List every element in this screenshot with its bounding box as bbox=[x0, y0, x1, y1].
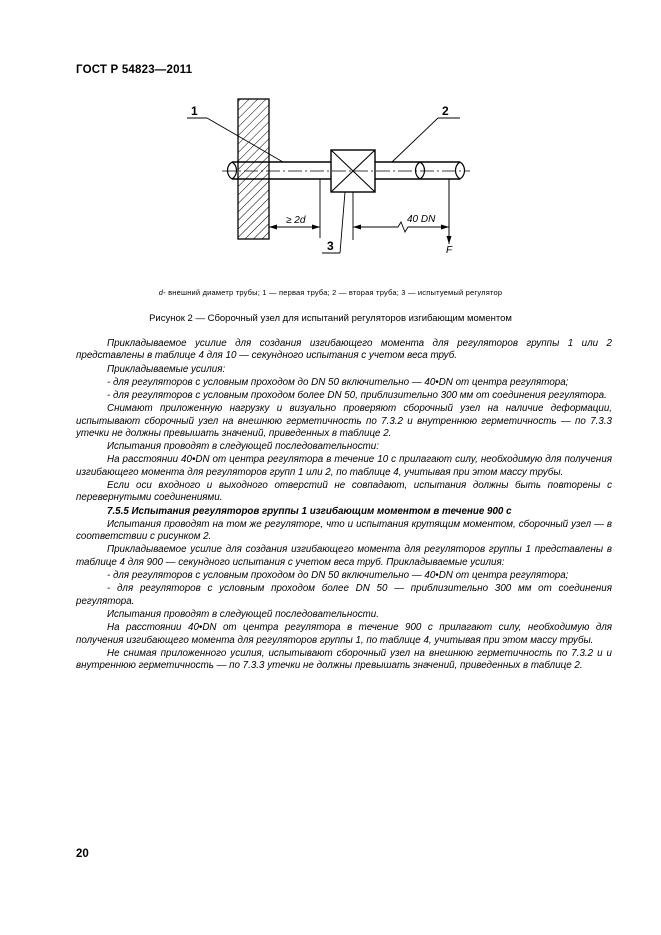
page-number: 20 bbox=[76, 848, 89, 860]
callout-3-number: 3 bbox=[327, 239, 334, 253]
fixed-wall bbox=[238, 99, 269, 239]
paragraph: - для регуляторов с условным проходом более DN 50, приблизительно 300 мм от соединения регулятора. bbox=[107, 390, 607, 402]
lever-arm-dimension bbox=[353, 214, 449, 232]
paragraph: - для регуляторов с условным проходом до DN 50 включительно — 40•DN от центра регулятора; bbox=[107, 376, 569, 388]
figure-legend bbox=[0, 288, 661, 297]
callout-2 bbox=[392, 104, 460, 162]
force-label: F bbox=[446, 245, 453, 256]
paragraph: На расстоянии 40•DN от центра регулятора в течение 10 с прилагают силу, необходимую для получения изгибающего момента для регуляторов групп 1 или 2, по таблице 4, учитывая при этом массу трубы. bbox=[76, 454, 612, 478]
paragraph: Испытания проводят в следующей последовательности. bbox=[107, 608, 379, 620]
figure-caption: Рисунок 2 — Сборочный узел для испытаний регуляторов изгибающим моментом bbox=[149, 313, 512, 324]
paragraph: Прикладываемое усилие для создания изгибающего момента для регуляторов группы 1 представлены в таблице 4 для 900 — секундного испытания с учетом веса труб. Прикладываемые усилия: bbox=[76, 544, 612, 568]
min-distance-label: ≥ 2d bbox=[286, 215, 306, 226]
paragraph: - для регуляторов с условным проходом до DN 50 включительно — 40•DN от центра регулятора; bbox=[107, 570, 569, 582]
paragraph: На расстоянии 40•DN от центра регулятора в течение 900 с прилагают силу, необходимую для получения изгибающего момента для регуляторов группы 1, по таблице 4, учитывая при этом массу трубы. bbox=[76, 622, 612, 646]
force-arrow bbox=[446, 236, 453, 256]
body-text bbox=[76, 338, 612, 673]
legend-symbol: d bbox=[158, 288, 164, 297]
paragraph: Прикладываемые усилия: bbox=[107, 363, 226, 375]
section-heading: 7.5.5 Испытания регуляторов группы 1 изгибающим моментом в течение 900 с bbox=[107, 505, 512, 517]
paragraph: - для регуляторов с условным проходом более DN 50 — приблизительно 300 мм от соединения регулятора. bbox=[76, 583, 612, 607]
callout-2-number: 2 bbox=[442, 104, 449, 118]
paragraph: Прикладываемое усилие для создания изгибающего момента для регуляторов группы 1 или 2 представлены в таблице 4 для 10 — секундного испытания с учетом веса труб. bbox=[76, 338, 612, 362]
callout-1-number: 1 bbox=[191, 104, 198, 118]
callout-3 bbox=[322, 192, 345, 253]
paragraph: Если оси входного и выходного отверстий не совпадают, испытания должны быть повторены с перевернутыми соединениями. bbox=[76, 480, 612, 504]
paragraph: Испытания проводят на том же регуляторе, что и испытания крутящим моментом, сборочный узел — в соответствии с рисунком 2. bbox=[76, 518, 612, 543]
min-distance-dimension bbox=[269, 215, 320, 230]
document-header: ГОСТ Р 54823—2011 bbox=[76, 64, 193, 76]
legend-text: - внешний диаметр трубы; 1 — первая труба; 2 — вторая труба; 3 — испытуемый регулятор bbox=[163, 288, 503, 297]
lever-arm-label: 40 DN bbox=[407, 214, 436, 225]
paragraph: Испытания проводят в следующей последовательности: bbox=[107, 441, 379, 453]
second-pipe bbox=[375, 162, 465, 179]
assembly-drawing bbox=[0, 0, 661, 300]
paragraph: Не снимая приложенного усилия, испытывают сборочный узел на внешнюю герметичность по 7.3.2 и и внутреннюю герметичность — по 7.3.3 утечки не должны превышать значений, приведенных в таблице 2. bbox=[76, 647, 612, 672]
paragraph: Снимают приложенную нагрузку и визуально проверяют сборочный узел на наличие деформации, испытывают сборочный узел на внешнюю герметичность по 7.3.2 и внутреннюю герметичность — по 7.3.3 утечки не должны превышать значений, приведенных в таблице 2. bbox=[76, 403, 612, 440]
